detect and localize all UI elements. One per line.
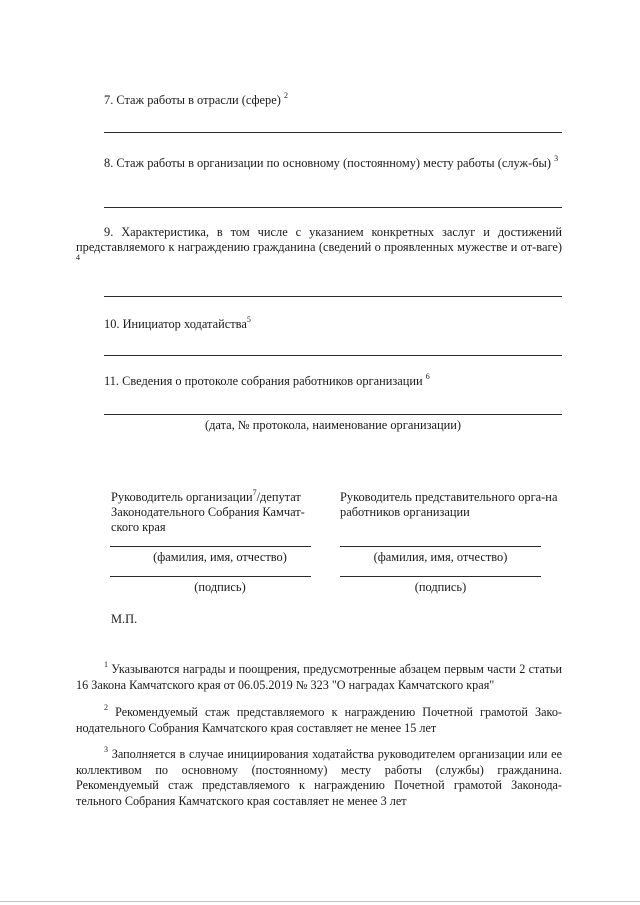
footnote-1 <box>76 659 562 693</box>
section-9 <box>76 225 562 270</box>
scan-bottom-edge <box>0 901 640 902</box>
footnote-2-number: 2 <box>104 702 108 712</box>
section-8-footnote-ref: 3 <box>554 153 559 163</box>
right-signatory-title: Руководитель представительного орга-на работников организации <box>340 490 558 519</box>
right-name-line <box>340 546 541 547</box>
section-7-text: 7. Стаж работы в отрасли (сфере) <box>104 93 284 107</box>
section-10-text: 10. Инициатор ходатайства <box>104 317 247 331</box>
left-signatory-title-part1: Руководитель организации <box>111 490 253 504</box>
section-10-answer-line <box>104 355 562 356</box>
right-name-caption: (фамилия, имя, отчество) <box>373 550 508 564</box>
left-signatory-title <box>111 487 326 535</box>
footnote-2 <box>76 702 562 736</box>
stamp-label: М.П. <box>111 612 138 626</box>
section-11-footnote-ref: 6 <box>425 371 430 381</box>
section-9-text: 9. Характеристика, в том числе с указанием конкретных заслуг и достижений представляемого к награждению гражданина (сведений о проявленных мужестве и от-ваге) <box>76 225 562 254</box>
section-7-footnote-ref: 2 <box>283 90 288 100</box>
section-10 <box>76 314 562 332</box>
left-name-caption: (фамилия, имя, отчество) <box>153 550 287 564</box>
section-8 <box>76 153 562 171</box>
right-signature-caption: (подпись) <box>414 580 467 594</box>
section-7-answer-line <box>104 132 562 133</box>
section-9-footnote-ref: 4 <box>76 252 80 262</box>
footnote-2-text: Рекомендуемый стаж представляемого к награждению Почетной грамотой Зако-нодательного Собрания Камчатского края составляет не менее 15 лет <box>76 705 562 735</box>
section-11 <box>76 371 562 389</box>
footnote-3 <box>76 744 562 809</box>
right-signature-line <box>340 576 541 577</box>
section-11-text: 11. Сведения о протоколе собрания работников организации <box>104 374 426 388</box>
footnote-1-number: 1 <box>104 659 108 669</box>
section-10-footnote-ref: 5 <box>246 314 251 324</box>
left-signatory-footnote-ref: 7 <box>252 487 257 497</box>
section-8-answer-line <box>104 207 562 208</box>
footnote-3-text: Заполняется в случае инициирования ходатайства руководителем организации или ее коллективом по основному (постоянному) месту работы (службы) гражданина. Рекомендуемый стаж представляемого к награждению Почетной грамотой Законода-тельного Собрания Камчатского края составляет не менее 3 лет <box>76 747 562 808</box>
section-11-answer-line <box>104 414 562 415</box>
protocol-caption: (дата, № протокола, наименование организации) <box>204 418 461 432</box>
left-name-line <box>110 546 311 547</box>
left-signature-caption: (подпись) <box>194 580 246 594</box>
section-7 <box>76 90 562 108</box>
left-signatory-title-part2: /депутат Законодательного Собрания Камчат-ского края <box>111 490 305 534</box>
left-signature-line <box>110 576 311 577</box>
footnote-1-text: Указываются награды и поощрения, предусмотренные абзацем первым части 2 статьи 16 Закона Камчатского края от 06.05.2019 № 323 "О наградах Камчатского края" <box>76 662 562 692</box>
footnote-3-number: 3 <box>104 744 108 754</box>
section-9-answer-line <box>104 296 562 297</box>
section-8-text: 8. Стаж работы в организации по основному (постоянному) месту работы (служ-бы) <box>104 156 555 170</box>
